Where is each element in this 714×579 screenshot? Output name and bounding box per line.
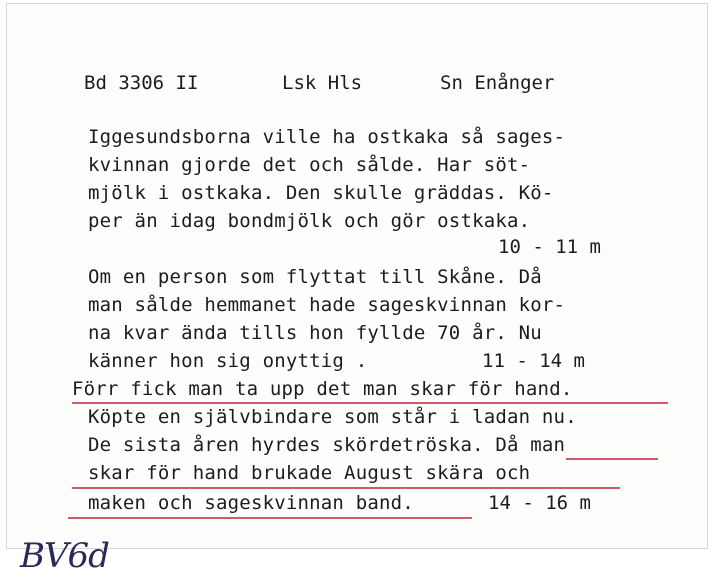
underline-mark xyxy=(72,487,620,489)
page-reference: 10 - 11 m xyxy=(498,236,601,258)
text-line: mjölk i ostkaka. Den skulle gräddas. Kö- xyxy=(88,182,554,204)
underline-mark xyxy=(566,458,658,460)
text-line: man sålde hemmanet hade sageskvinnan kor- xyxy=(88,294,566,316)
text-line: na kvar ända tills hon fyllde 70 år. Nu xyxy=(88,322,542,344)
text-line: De sista åren hyrdes skördetröska. Då man xyxy=(88,434,566,456)
district-code: Lsk Hls xyxy=(282,72,363,94)
text-line: Förr fick man ta upp det man skar för hand. xyxy=(72,378,573,400)
page-reference: 11 - 14 m xyxy=(482,350,585,372)
text-line: Köpte en självbindare som står i ladan nu. xyxy=(88,406,577,428)
underline-mark xyxy=(72,402,668,404)
text-line: Iggesundsborna ville ha ostkaka så sages- xyxy=(88,126,566,148)
text-line: per än idag bondmjölk och gör ostkaka. xyxy=(88,210,531,232)
handwritten-mark: BV6d xyxy=(20,536,109,576)
text-line: kvinnan gjorde det och sålde. Har söt- xyxy=(88,154,531,176)
text-line: skar för hand brukade August skära och xyxy=(88,462,531,484)
record-id: Bd 3306 II xyxy=(84,72,199,94)
text-line: känner hon sig onyttig . xyxy=(88,350,368,372)
underline-mark xyxy=(68,517,472,519)
text-line: maken och sageskvinnan band. xyxy=(88,492,414,514)
text-line: Om en person som flyttat till Skåne. Då xyxy=(88,266,542,288)
parish-name: Sn Enånger xyxy=(440,72,555,94)
page-reference: 14 - 16 m xyxy=(488,492,591,514)
